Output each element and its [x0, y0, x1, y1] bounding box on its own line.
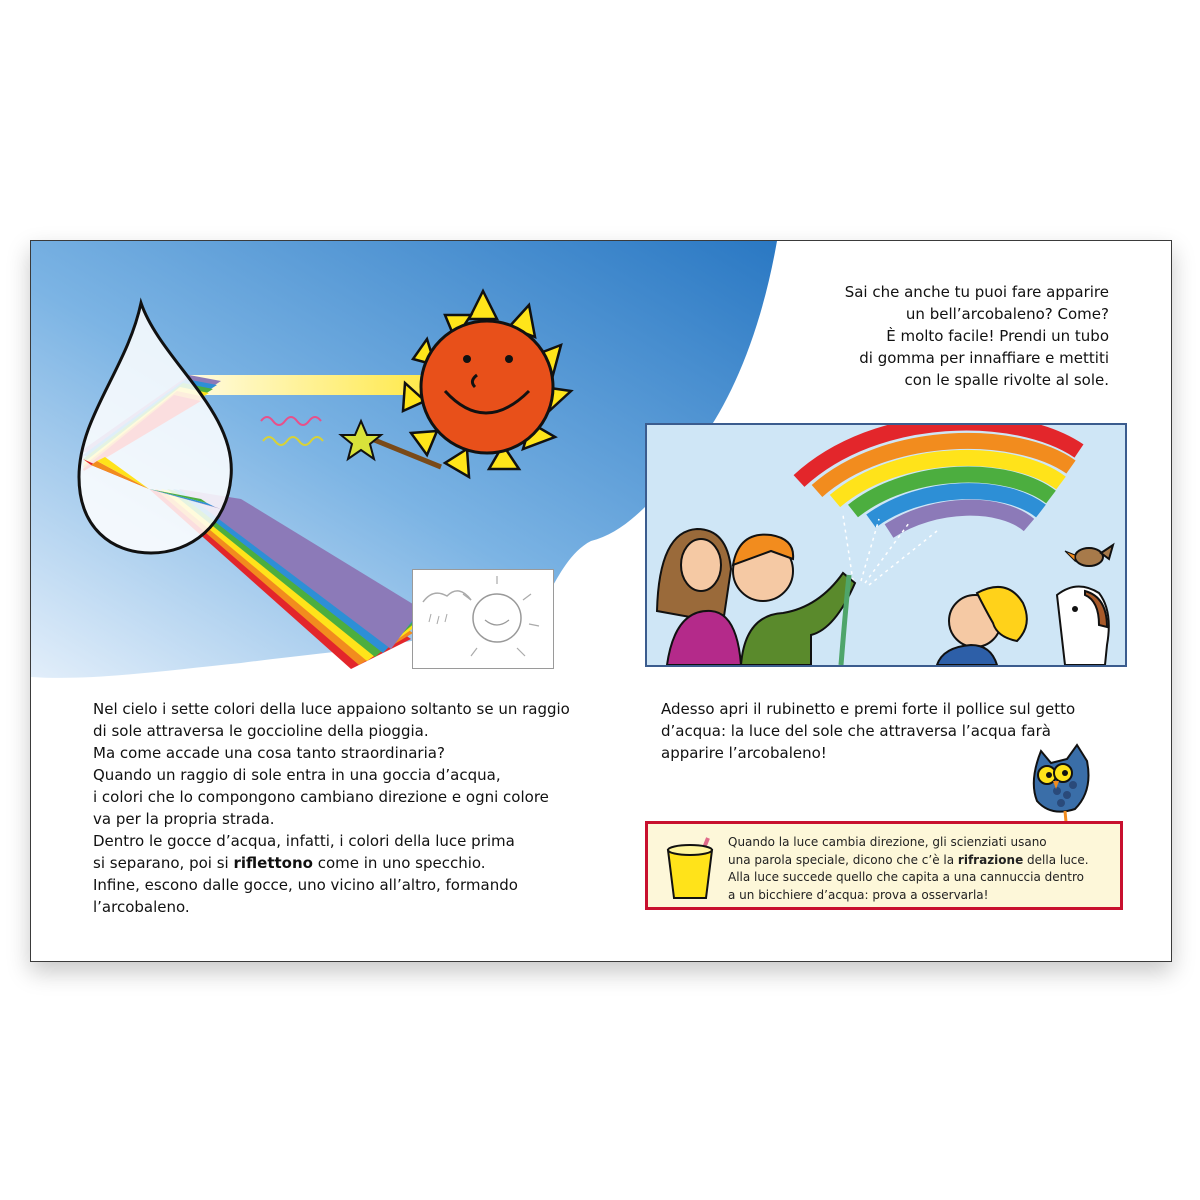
- left-line-8: [93, 852, 570, 874]
- left-page-paragraph: [93, 698, 570, 918]
- intro-line-2: un bell’arcobaleno? Come?: [905, 305, 1109, 323]
- left-line-10: l’arcobaleno.: [93, 898, 190, 916]
- info-line-2-post: della luce.: [1023, 852, 1089, 867]
- right-instruction-paragraph: [661, 698, 1075, 764]
- right-intro-paragraph: [845, 281, 1109, 391]
- left-line-4: Quando un raggio di sole entra in una goccia d’acqua,: [93, 766, 501, 784]
- intro-line-5: con le spalle rivolte al sole.: [904, 371, 1109, 389]
- hose-rainbow-panel: [645, 423, 1127, 667]
- intro-line-4: di gomma per innaffiare e mettiti: [859, 349, 1109, 367]
- girl-character: [657, 529, 741, 665]
- info-line-4: a un bicchiere d’acqua: prova a osservarla!: [728, 887, 989, 902]
- curly-boy-character: [937, 587, 1027, 665]
- left-line-1: Nel cielo i sette colori della luce appaiono soltanto se un raggio: [93, 700, 570, 718]
- intro-line-1: Sai che anche tu puoi fare apparire: [844, 283, 1109, 301]
- left-line-2: di sole attraversa le goccioline della pioggia.: [93, 722, 429, 740]
- instruction-line-3: apparire l’arcobaleno!: [661, 744, 827, 762]
- info-line-2: [728, 852, 1089, 870]
- bird-character: [1065, 545, 1113, 566]
- sketch-thumbnail: [412, 569, 554, 669]
- left-line-7: Dentro le gocce d’acqua, infatti, i colori della luce prima: [93, 832, 515, 850]
- glass-with-straw-icon: [662, 836, 718, 900]
- instruction-line-2: d’acqua: la luce del sole che attraversa l’acqua farà: [661, 722, 1051, 740]
- refraction-info-box: [645, 821, 1123, 910]
- panel-rainbow: [799, 425, 1079, 531]
- left-line-6: va per la propria strada.: [93, 810, 275, 828]
- instruction-line-1: Adesso apri il rubinetto e premi forte il pollice sul getto: [661, 700, 1076, 718]
- dog-character: [1057, 586, 1109, 665]
- info-line-2-pre: una parola speciale, dicono che c’è la: [728, 852, 958, 867]
- book-spread: [30, 240, 1172, 962]
- intro-line-3: È molto facile! Prendi un tubo: [886, 327, 1109, 345]
- left-line-3: Ma come accade una cosa tanto straordinaria?: [93, 744, 445, 762]
- left-line-9: Infine, escono dalle gocce, uno vicino all’altro, formando: [93, 876, 518, 894]
- keyword-rifrazione: rifrazione: [957, 852, 1024, 867]
- info-line-1: Quando la luce cambia direzione, gli scienziati usano: [728, 835, 1047, 849]
- info-line-3: Alla luce succede quello che capita a una cannuccia dentro: [728, 870, 1084, 884]
- boy-character: [733, 535, 855, 665]
- left-line-5: i colori che lo compongono cambiano direzione e ogni colore: [93, 788, 549, 806]
- left-line-8-post: come in uno specchio.: [312, 854, 486, 872]
- left-line-8-pre: si separano, poi si: [93, 854, 234, 872]
- info-text: [728, 834, 1089, 904]
- keyword-riflettono: riflettono: [233, 854, 313, 872]
